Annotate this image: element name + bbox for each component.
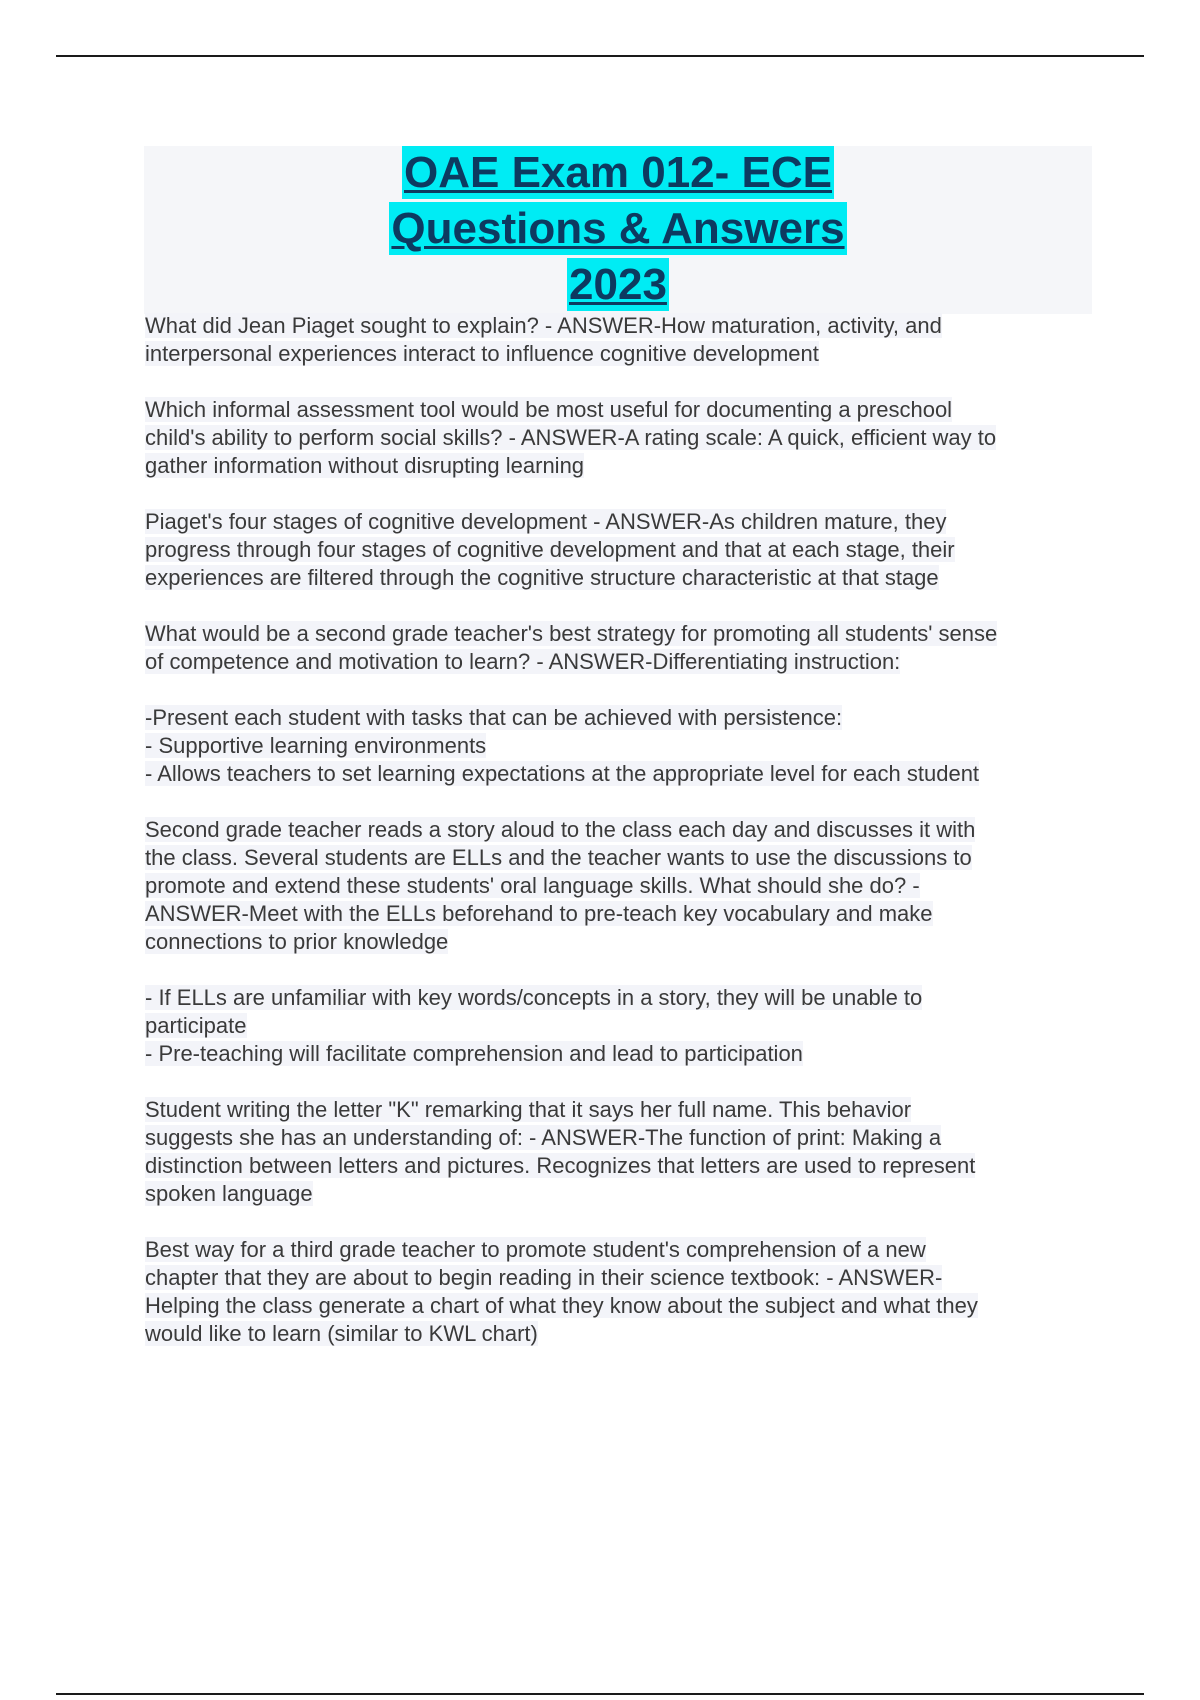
top-rule <box>56 55 1144 57</box>
text-line: spoken language <box>145 1181 313 1206</box>
text-line: -Present each student with tasks that can be achieved with persistence: <box>145 705 843 730</box>
text-line: connections to prior knowledge <box>145 929 449 954</box>
text-line: interpersonal experiences interact to influence cognitive development <box>145 341 819 366</box>
text-line: progress through four stages of cognitive development and that at each stage, their <box>145 537 955 562</box>
text-line: gather information without disrupting learning <box>145 453 585 478</box>
text-line: suggests she has an understanding of: - ANSWER-The function of print: Making a <box>145 1125 942 1150</box>
document-title <box>144 146 1092 314</box>
qa-paragraph-5 <box>145 704 1095 788</box>
qa-paragraph-9 <box>145 1236 1095 1348</box>
text-line: ANSWER-Meet with the ELLs beforehand to pre-teach key vocabulary and make <box>145 901 933 926</box>
title-block <box>144 146 1092 314</box>
qa-paragraph-8 <box>145 1096 1095 1208</box>
text-line: What would be a second grade teacher's best strategy for promoting all students' sense <box>145 621 998 646</box>
text-line: - Supportive learning environments <box>145 733 487 758</box>
bottom-rule <box>56 1693 1144 1695</box>
title-line-2: Questions & Answers <box>391 204 845 253</box>
qa-paragraph-7 <box>145 984 1095 1068</box>
qa-paragraph-1 <box>145 312 1095 368</box>
qa-paragraph-6 <box>145 816 1095 956</box>
text-line: - If ELLs are unfamiliar with key words/concepts in a story, they will be unable to <box>145 985 923 1010</box>
text-line: What did Jean Piaget sought to explain? - ANSWER-How maturation, activity, and <box>145 313 942 338</box>
title-line-3: 2023 <box>569 260 667 309</box>
text-line: experiences are filtered through the cognitive structure characteristic at that stage <box>145 565 939 590</box>
qa-paragraph-3 <box>145 508 1095 592</box>
text-line: Second grade teacher reads a story aloud to the class each day and discusses it with <box>145 817 976 842</box>
text-line: of competence and motivation to learn? - ANSWER-Differentiating instruction: <box>145 649 901 674</box>
qa-paragraph-4 <box>145 620 1095 676</box>
qa-paragraph-2 <box>145 396 1095 480</box>
qa-content <box>145 312 1095 1376</box>
text-line: Student writing the letter "K" remarking that it says her full name. This behavior <box>145 1097 912 1122</box>
text-line: Best way for a third grade teacher to promote student's comprehension of a new <box>145 1237 926 1262</box>
text-line: chapter that they are about to begin reading in their science textbook: - ANSWER- <box>145 1265 943 1290</box>
text-line: the class. Several students are ELLs and the teacher wants to use the discussions to <box>145 845 972 870</box>
text-line: child's ability to perform social skills? - ANSWER-A rating scale: A quick, efficient way to <box>145 425 997 450</box>
text-line: participate <box>145 1013 247 1038</box>
text-line: Which informal assessment tool would be most useful for documenting a preschool <box>145 397 953 422</box>
text-line: would like to learn (similar to KWL chart) <box>145 1321 538 1346</box>
text-line: Helping the class generate a chart of what they know about the subject and what they <box>145 1293 978 1318</box>
text-line: - Allows teachers to set learning expectations at the appropriate level for each student <box>145 761 980 786</box>
text-line: promote and extend these students' oral language skills. What should she do? - <box>145 873 920 898</box>
text-line: Piaget's four stages of cognitive development - ANSWER-As children mature, they <box>145 509 947 534</box>
text-line: distinction between letters and pictures. Recognizes that letters are used to represent <box>145 1153 976 1178</box>
text-line: - Pre-teaching will facilitate comprehension and lead to participation <box>145 1041 803 1066</box>
title-line-1: OAE Exam 012- ECE <box>404 148 832 197</box>
